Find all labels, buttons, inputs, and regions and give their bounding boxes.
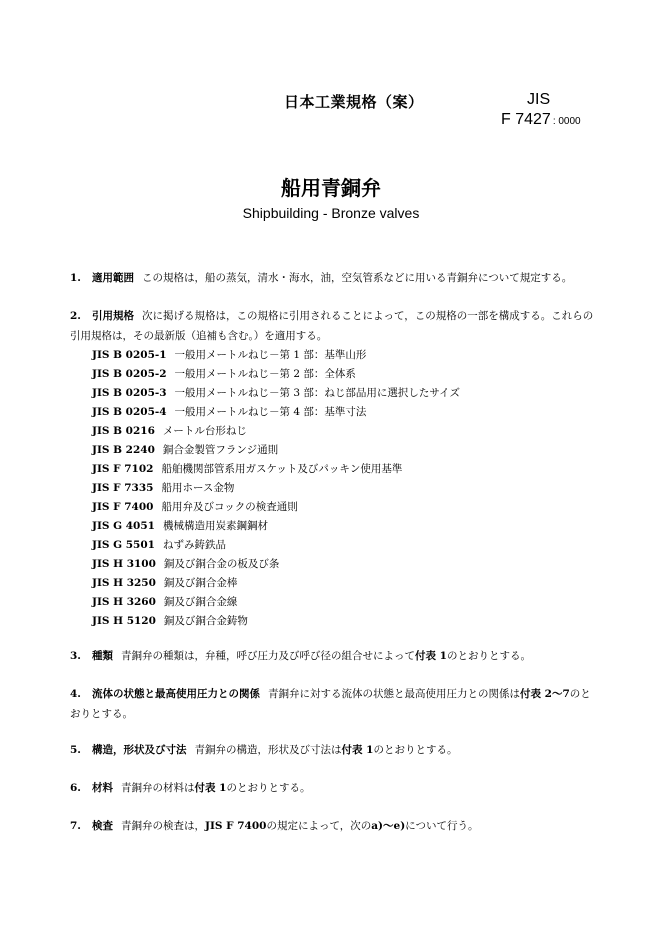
reference-title: 一般用メートルねじ－第 3 部：ねじ部品用に選択したサイズ (174, 387, 461, 399)
reference-title: 銅及び銅合金の板及び条 (163, 558, 280, 570)
reference-code: JIS B 0216 (92, 425, 155, 437)
reference-code: JIS H 3250 (92, 577, 156, 589)
section-number: 5. (70, 744, 81, 756)
section-6-materials (70, 778, 600, 798)
section-heading: 材料 (92, 782, 113, 794)
section-text: のとおりとする。 (373, 744, 458, 756)
standard-number (501, 111, 581, 129)
section-text: のとおりとする。 (446, 650, 531, 662)
reference-code: JIS B 0205-1 (92, 349, 167, 361)
standard-year: : 0000 (552, 116, 581, 127)
reference-list (92, 346, 460, 631)
section-3-types (70, 646, 600, 666)
reference-code: JIS B 2240 (92, 444, 155, 456)
reference-code: JIS H 5120 (92, 615, 156, 627)
reference-code: JIS B 0205-4 (92, 406, 167, 418)
reference-item (92, 517, 460, 536)
reference-item (92, 384, 460, 403)
section-text: について行う。 (405, 820, 479, 832)
section-heading: 種類 (92, 650, 113, 662)
section-text: この規格は，船の蒸気，清水・海水，油，空気管系などに用いる青銅弁について規定する。 (142, 272, 573, 284)
reference-title: 一般用メートルねじ－第 1 部：基準山形 (174, 349, 367, 361)
section-number: 7. (70, 820, 81, 832)
reference-item (92, 555, 460, 574)
reference-title: 銅及び銅合金棒 (163, 577, 238, 589)
section-text: 青銅弁に対する流体の状態と最高使用圧力との関係は (268, 688, 520, 700)
reference-item (92, 574, 460, 593)
reference-title: 船用ホース金物 (161, 482, 235, 494)
section-text: 青銅弁の構造，形状及び寸法は (194, 744, 342, 756)
reference-code: JIS G 5501 (92, 539, 155, 551)
document-title-english: Shipbuilding - Bronze valves (242, 205, 420, 221)
table-reference: 付表 2～7 (520, 688, 570, 700)
reference-item (92, 460, 460, 479)
section-heading: 流体の状態と最高使用圧力との関係 (92, 688, 260, 700)
reference-item (92, 479, 460, 498)
document-title: 船用青銅弁 (281, 176, 381, 200)
reference-title: 船舶機関部管系用ガスケット及びパッキン使用基準 (161, 463, 403, 475)
section-heading: 検査 (92, 820, 113, 832)
section-number: 4. (70, 688, 81, 700)
standard-label: 日本工業規格（案） (284, 93, 424, 111)
section-text: 次に掲げる規格は，この規格に引用されることによって，この規格の一部を構成する。これらの引用規格は，その最新版（追補も含む。）を適用する。 (70, 310, 594, 342)
jis-label: JIS (527, 91, 551, 108)
reference-code: JIS H 3100 (92, 558, 156, 570)
section-4-pressure (70, 684, 600, 724)
standard-code: F 7427 (501, 111, 551, 128)
section-heading: 構造，形状及び寸法 (92, 744, 187, 756)
section-heading: 適用範囲 (92, 272, 134, 284)
reference-item (92, 422, 460, 441)
section-text: 青銅弁の材料は (121, 782, 195, 794)
reference-title: 船用弁及びコックの検査通則 (161, 501, 298, 513)
section-5-construction (70, 740, 600, 760)
reference-title: メートル台形ねじ (162, 425, 247, 437)
reference-title: ねずみ鋳鉄品 (162, 539, 226, 551)
reference-code: JIS B 0205-2 (92, 368, 167, 380)
section-text: のとおりとする。 (70, 688, 591, 720)
reference-item (92, 612, 460, 631)
section-2-references (70, 306, 600, 346)
section-text: 青銅弁の種類は，弁種，呼び圧力及び呼び径の組合せによって (121, 650, 415, 662)
table-reference: 付表 1 (194, 782, 227, 794)
reference-code: JIS B 0205-3 (92, 387, 167, 399)
reference-code: JIS F 7102 (92, 463, 154, 475)
section-text: のとおりとする。 (226, 782, 311, 794)
reference-code: JIS F 7335 (92, 482, 154, 494)
section-text: の規定によって，次の (266, 820, 372, 832)
reference-item (92, 403, 460, 422)
section-text: 青銅弁の検査は， (121, 820, 205, 832)
reference-item (92, 593, 460, 612)
reference-title: 機械構造用炭素鋼鋼材 (162, 520, 268, 532)
section-1-scope (70, 268, 600, 288)
reference-item (92, 365, 460, 384)
reference-code: JIS H 3260 (92, 596, 156, 608)
reference-title: 一般用メートルねじ－第 2 部：全体系 (174, 368, 356, 380)
section-number: 6. (70, 782, 81, 794)
standard-reference: JIS F 7400 (205, 820, 267, 832)
section-number: 2. (70, 310, 81, 322)
reference-title: 一般用メートルねじ－第 4 部：基準寸法 (174, 406, 367, 418)
reference-item (92, 441, 460, 460)
section-heading: 引用規格 (92, 310, 134, 322)
section-number: 3. (70, 650, 81, 662)
reference-item (92, 346, 460, 365)
section-number: 1. (70, 272, 81, 284)
reference-code: JIS G 4051 (92, 520, 155, 532)
table-reference: 付表 1 (341, 744, 374, 756)
table-reference: 付表 1 (415, 650, 447, 662)
reference-item (92, 536, 460, 555)
section-7-inspection (70, 816, 600, 836)
reference-item (92, 498, 460, 517)
item-range-reference: a)～e) (371, 820, 406, 832)
reference-title: 銅及び銅合金鋳物 (163, 615, 248, 627)
reference-title: 銅及び銅合金線 (163, 596, 238, 608)
reference-code: JIS F 7400 (92, 501, 154, 513)
reference-title: 銅合金製管フランジ通則 (162, 444, 279, 456)
